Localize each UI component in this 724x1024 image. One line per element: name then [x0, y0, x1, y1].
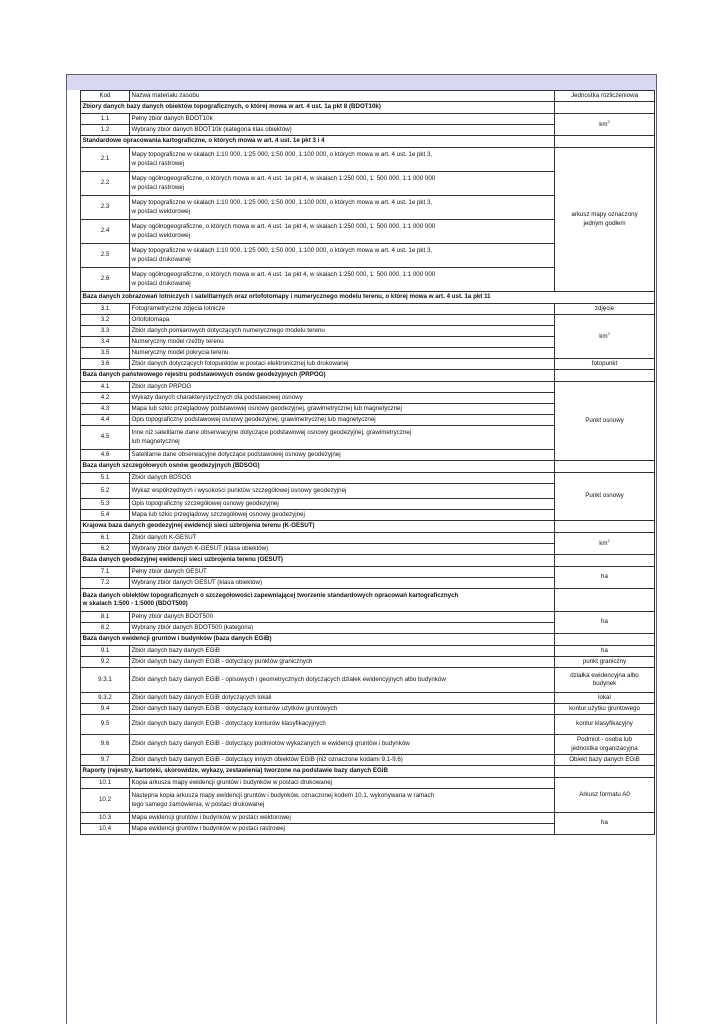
row-name: Satelitarne dane obserwacyjne dotyczące podstawowej osnowy geodezyjnej [130, 450, 555, 461]
table-row [81, 612, 655, 623]
row-name: Numeryczny model rzeźby terenu [130, 337, 555, 348]
row-name: Następna kopia arkusza mapy ewidencji gruntów i budynków, oznaczonej kodem 10.1, wykonywana w ramach tego samego zamówienia, w postaci drukowanej [130, 789, 555, 813]
row-name: Zbiór danych bazy danych EGiB - dotyczący konturów użytków gruntowych [130, 704, 555, 715]
row-code: 9.2 [81, 657, 130, 668]
section-title: Baza danych ewidencji gruntów i budynków (baza danych EGiB) [81, 634, 555, 646]
row-name: Inne niż satelitarne dane obserwacyjne dotyczące podstawowej osnowy geodezyjnej, grawimetrycznej lub magnetycznej [130, 426, 555, 450]
row-name: Wybrany zbiór danych BDOT500 (kategoria) [130, 623, 555, 634]
unit-cell: $km^2$ [555, 315, 655, 359]
row-code: 2.6 [81, 268, 130, 292]
row-code: 6.1 [81, 533, 130, 544]
unit-cell: kontur użytku gruntowego [555, 704, 655, 715]
row-code: 9.3.2 [81, 693, 130, 704]
row-name: Mapy topograficzne w skalach 1:10 000, 1:25 000, 1:50 000, 1:100 000, o których mowa w art. 4 ust. 1e pkt 3, w postaci wektorowej [130, 196, 555, 220]
unit-cell: $km^2$ [555, 533, 655, 555]
table-row [81, 382, 655, 393]
table-row [81, 813, 655, 824]
unit-cell: ha [555, 612, 655, 634]
row-code: 5.2 [81, 484, 130, 499]
row-code: 4.4 [81, 415, 130, 426]
unit-cell: zdjęcie [555, 304, 655, 315]
col-header-nazwa: Nazwa materiału zasobu [130, 91, 555, 102]
row-code: 9.6 [81, 735, 130, 755]
unit-cell: ha [555, 813, 655, 835]
section-title: Baza danych obiektów topograficznych o szczegółowości zapewniającej tworzenie standardowych opracowań kartograficznych w skalach 1:500 - 1:5000 (BDOT500) [81, 589, 555, 612]
row-name: Mapy ogólnogeograficzne, o których mowa w art. 4 ust. 1e pkt 4, w skalach 1:250 000, 1: 500 000, 1:1 000 000 w postaci rastrowej [130, 172, 555, 196]
row-code: 3.5 [81, 348, 130, 359]
col-header-jednostka: Jednostka rozliczeniowa [555, 91, 655, 102]
row-name: Wybrany zbiór danych GESUT (klasa obiektów) [130, 578, 555, 589]
row-code: 4.6 [81, 450, 130, 461]
section-title: Krajowa baza danych geodezyjnej ewidencji sieci uzbrojenia terenu (K-GESUT) [81, 521, 555, 533]
section-row [81, 766, 655, 778]
row-code: 7.1 [81, 567, 130, 578]
row-code: 3.4 [81, 337, 130, 348]
row-name: Zbiór danych bazy danych EGiB - dotyczący innych obiektów EGiB (niż oznaczone kodami 9.1-9.6) [130, 755, 555, 766]
row-code: 10.1 [81, 778, 130, 789]
row-name: Mapy ogólnogeograficzne, o których mowa w art. 4 ust. 1e pkt 4, w skalach 1:250 000, 1: 500 000, 1:1 000 000 w postaci drukowanej [130, 268, 555, 292]
row-code: 10.4 [81, 824, 130, 835]
row-code: 2.3 [81, 196, 130, 220]
row-code: 5.4 [81, 510, 130, 521]
page-header-band [66, 74, 657, 90]
section-row [81, 461, 655, 473]
row-name: Mapa ewidencji gruntów i budynków w postaci wektorowej [130, 813, 555, 824]
row-name: Zbiór danych bazy danych EGiB - dotyczący punktów granicznych [130, 657, 555, 668]
row-name: Fotogrametryczne zdjęcia lotnicze [130, 304, 555, 315]
section-row [81, 589, 655, 612]
table-row [81, 473, 655, 484]
row-code: 8.2 [81, 623, 130, 634]
unit-cell: ha [555, 567, 655, 589]
section-row [81, 102, 655, 114]
row-code: 9.4 [81, 704, 130, 715]
table-row [81, 668, 655, 693]
row-code: 2.4 [81, 220, 130, 244]
row-name: Zbiór danych K-GESUT [130, 533, 555, 544]
section-row [81, 292, 655, 304]
row-name: Zbiór danych PRPOG [130, 382, 555, 393]
section-row [81, 136, 655, 148]
row-code: 4.5 [81, 426, 130, 450]
row-code: 9.7 [81, 755, 130, 766]
unit-cell: punkt graniczny [555, 657, 655, 668]
row-code: 5.3 [81, 499, 130, 510]
table-row [81, 704, 655, 715]
row-name: Wybrany zbiór danych K-GESUT (klasa obiektów) [130, 544, 555, 555]
row-code: 9.3.1 [81, 668, 130, 693]
row-name: Wybrany zbiór danych BDOT10k (kategoria klas obiektów) [130, 125, 555, 136]
row-name: Numeryczny model pokrycia terenu [130, 348, 555, 359]
row-code: 1.2 [81, 125, 130, 136]
unit-cell: ha [555, 646, 655, 657]
row-code: 6.2 [81, 544, 130, 555]
row-name: Mapy topograficzne w skalach 1:10 000, 1:25 000, 1:50 000, 1:100 000, o których mowa w art. 4 ust. 1e pkt 3, w postaci rastrowej [130, 148, 555, 172]
unit-cell: Punkt osnowy [555, 473, 655, 521]
table-row [81, 755, 655, 766]
row-code: 8.1 [81, 612, 130, 623]
section-title: Baza danych geodezyjnej ewidencji sieci uzbrojenia terenu (GESUT) [81, 555, 555, 567]
row-name: Ortofotomapa [130, 315, 555, 326]
row-name: Zbiór danych BDSOG [130, 473, 555, 484]
row-name: Wykazy danych charakterystycznych dla podstawowej osnowy [130, 393, 555, 404]
row-name: Pełny zbiór danych BDOT500 [130, 612, 555, 623]
table-row [81, 646, 655, 657]
table-row [81, 148, 655, 172]
table-row [81, 315, 655, 326]
unit-cell: arkusz mapy oznaczony jednym godłem [555, 148, 655, 292]
table-row [81, 693, 655, 704]
table-row [81, 715, 655, 735]
section-title: Raporty (rejestry, kartoteki, skorowidze, wykazy, zestawienia) tworzone na podstawie bazy danych EGiB [81, 766, 555, 778]
unit-cell: lokal [555, 693, 655, 704]
row-code: 9.1 [81, 646, 130, 657]
row-code: 10.3 [81, 813, 130, 824]
section-row [81, 521, 655, 533]
header-row [81, 91, 655, 102]
section-title: Baza danych szczegółowych osnów geodezyjnych (BDSOG) [81, 461, 555, 473]
section-row [81, 634, 655, 646]
row-code: 3.1 [81, 304, 130, 315]
row-name: Zbiór danych bazy danych EGiB [130, 646, 555, 657]
section-title: Baza danych zobrazowań lotniczych i satelitarnych oraz ortofotomapy i numerycznego modelu terenu, o której mowa w art. 4 ust. 1a pkt 11 [81, 292, 655, 304]
unit-cell: Podmiot - osoba lub jednostka organizacyjna [555, 735, 655, 755]
row-code: 10.2 [81, 789, 130, 813]
row-code: 2.2 [81, 172, 130, 196]
section-title: Standardowe opracowania kartograficzne, o których mowa w art. 4 ust. 1e pkt 3 i 4 [81, 136, 555, 148]
row-code: 4.3 [81, 404, 130, 415]
row-name: Opis topograficzny szczegółowej osnowy geodezyjnej [130, 499, 555, 510]
table-row [81, 114, 655, 125]
section-title: Baza danych państwowego rejestru podstawowych osnów geodezyjnych (PRPOG) [81, 370, 555, 382]
row-name: Mapy topograficzne w skalach 1:10 000, 1:25 000, 1:50 000, 1:100 000, o których mowa w art. 4 ust. 1e pkt 3, w postaci drukowanej [130, 244, 555, 268]
row-name: Zbiór danych dotyczących fotopunktów w postaci elektronicznej lub drukowanej [130, 359, 555, 370]
row-code: 7.2 [81, 578, 130, 589]
unit-cell: Punkt osnowy [555, 382, 655, 461]
row-name: Mapa lub szkic przeglądowy podstawowej osnowy geodezyjnej, grawimetrycznej lub magnetycznej [130, 404, 555, 415]
table-row [81, 657, 655, 668]
row-code: 2.1 [81, 148, 130, 172]
section-row [81, 555, 655, 567]
row-name: Zbiór danych pomiarowych dotyczących numerycznego modelu terenu [130, 326, 555, 337]
row-name: Wykaz współrzędnych i wysokości punktów szczegółowej osnowy geodezyjnej [130, 484, 555, 499]
row-code: 1.1 [81, 114, 130, 125]
table-row [81, 735, 655, 755]
row-code: 9.5 [81, 715, 130, 735]
unit-cell: działka ewidencyjna albo budynek [555, 668, 655, 693]
unit-cell: Arkusz formatu A0 [555, 778, 655, 813]
unit-cell: $km^2$ [555, 114, 655, 136]
row-name: Zbiór danych bazy danych EGiB - dotyczący konturów klasyfikacyjnych [130, 715, 555, 735]
table-row [81, 359, 655, 370]
row-name: Mapa ewidencji gruntów i budynków w postaci rastrowej [130, 824, 555, 835]
table-row [81, 533, 655, 544]
row-name: Opis topograficzny podstawowej osnowy geodezyjnej, grawimetrycznej lub magnetycznej [130, 415, 555, 426]
table-row [81, 304, 655, 315]
row-name: Mapy ogólnogeograficzne, o których mowa w art. 4 ust. 1e pkt 4, w skalach 1:250 000, 1: 500 000, 1:1 000 000 w postaci wektorowej [130, 220, 555, 244]
row-code: 4.1 [81, 382, 130, 393]
row-name: Pełny zbiór danych BDOT10k [130, 114, 555, 125]
table-row [81, 778, 655, 789]
row-name: Zbiór danych bazy danych EGiB dotyczących lokali [130, 693, 555, 704]
row-code: 3.2 [81, 315, 130, 326]
section-row [81, 370, 655, 382]
row-code: 2.5 [81, 244, 130, 268]
row-code: 3.3 [81, 326, 130, 337]
price-table [80, 90, 655, 835]
unit-cell: Obiekt bazy danych EGiB [555, 755, 655, 766]
unit-cell: fotopunkt [555, 359, 655, 370]
row-name: Kopia arkusza mapy ewidencji gruntów i budynków w postaci drukowanej [130, 778, 555, 789]
unit-cell: kontur klasyfikacyjny [555, 715, 655, 735]
row-name: Zbiór danych bazy danych EGiB - dotyczący podmiotów wykazanych w ewidencji gruntów i budynków [130, 735, 555, 755]
section-title: Zbiory danych bazy danych obiektów topograficznych, o której mowa w art. 4 ust. 1a pkt 8 (BDOT10k) [81, 102, 555, 114]
row-code: 4.2 [81, 393, 130, 404]
row-code: 5.1 [81, 473, 130, 484]
row-name: Zbiór danych bazy danych EGiB - opisowych i geometrycznych dotyczących działek ewidencyjnych albo budynków [130, 668, 555, 693]
col-header-kod: Kod [81, 91, 130, 102]
table-row [81, 567, 655, 578]
row-name: Mapa lub szkic przeglądowy szczegółowej osnowy geodezyjnej [130, 510, 555, 521]
row-name: Pełny zbiór danych GESUT [130, 567, 555, 578]
row-code: 3.6 [81, 359, 130, 370]
